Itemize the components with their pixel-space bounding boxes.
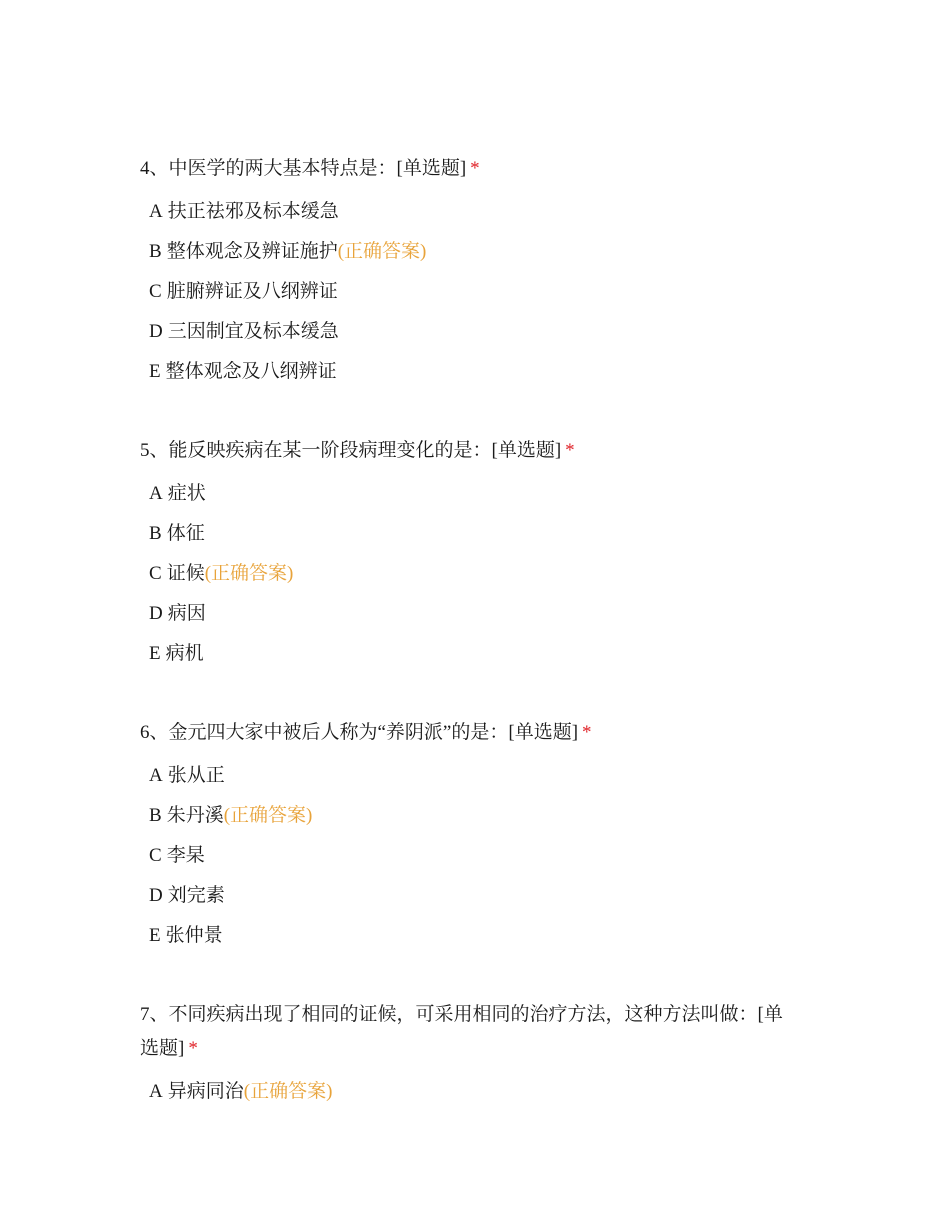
- option-text: 朱丹溪: [166, 805, 224, 826]
- option-letter: A: [149, 1081, 163, 1102]
- option-text: 张仲景: [165, 925, 223, 946]
- option-text: 张从正: [167, 765, 225, 786]
- option-letter: C: [149, 563, 162, 584]
- option-letter: C: [149, 845, 162, 866]
- option-text: 李杲: [166, 845, 205, 866]
- option-a[interactable]: [140, 756, 800, 796]
- required-mark: *: [582, 722, 592, 743]
- question-title-text: 6、金元四大家中被后人称为“养阴派”的是：[单选题]: [140, 722, 579, 743]
- required-mark: *: [188, 1038, 198, 1059]
- option-text: 刘完素: [167, 885, 225, 906]
- option-d[interactable]: [140, 876, 800, 916]
- question-6: [140, 716, 800, 956]
- option-letter: B: [149, 523, 162, 544]
- options-list: [140, 474, 800, 674]
- option-d[interactable]: [140, 312, 800, 352]
- option-text: 扶正祛邪及标本缓急: [167, 201, 339, 222]
- option-letter: B: [149, 805, 162, 826]
- options-list: [140, 756, 800, 956]
- option-text: 病因: [167, 603, 206, 624]
- question-title-text: 4、中医学的两大基本特点是：[单选题]: [140, 158, 467, 179]
- question-title: [140, 998, 800, 1066]
- correct-answer-note: (正确答案): [204, 563, 294, 584]
- option-e[interactable]: [140, 352, 800, 392]
- option-letter: E: [149, 361, 161, 382]
- options-list: [140, 192, 800, 392]
- option-letter: B: [149, 241, 162, 262]
- question-title: [140, 152, 800, 186]
- option-text: 异病同治: [167, 1081, 244, 1102]
- option-text: 证候: [166, 563, 205, 584]
- option-a[interactable]: [140, 474, 800, 514]
- option-text: 病机: [165, 643, 204, 664]
- option-letter: E: [149, 643, 161, 664]
- option-d[interactable]: [140, 594, 800, 634]
- option-letter: E: [149, 925, 161, 946]
- question-title: [140, 716, 800, 750]
- option-a[interactable]: [140, 192, 800, 232]
- option-b[interactable]: [140, 796, 800, 836]
- option-c[interactable]: [140, 554, 800, 594]
- option-text: 脏腑辨证及八纲辨证: [166, 281, 338, 302]
- question-7: [140, 998, 800, 1112]
- option-text: 整体观念及辨证施护: [166, 241, 338, 262]
- correct-answer-note: (正确答案): [223, 805, 313, 826]
- option-text: 整体观念及八纲辨证: [165, 361, 337, 382]
- option-letter: A: [149, 765, 163, 786]
- option-b[interactable]: [140, 514, 800, 554]
- options-list: [140, 1072, 800, 1112]
- option-letter: D: [149, 321, 163, 342]
- option-text: 三因制宜及标本缓急: [167, 321, 339, 342]
- question-5: [140, 434, 800, 674]
- option-letter: A: [149, 201, 163, 222]
- question-title: [140, 434, 800, 468]
- option-b[interactable]: [140, 232, 800, 272]
- option-c[interactable]: [140, 272, 800, 312]
- option-letter: C: [149, 281, 162, 302]
- option-text: 症状: [167, 483, 206, 504]
- correct-answer-note: (正确答案): [243, 1081, 333, 1102]
- question-title-text: 7、不同疾病出现了相同的证候，可采用相同的治疗方法，这种方法叫做：[单选题]: [140, 1004, 783, 1059]
- option-text: 体征: [166, 523, 205, 544]
- question-4: [140, 152, 800, 392]
- required-mark: *: [565, 440, 575, 461]
- option-a[interactable]: [140, 1072, 800, 1112]
- option-letter: A: [149, 483, 163, 504]
- correct-answer-note: (正确答案): [337, 241, 427, 262]
- option-letter: D: [149, 603, 163, 624]
- option-letter: D: [149, 885, 163, 906]
- option-e[interactable]: [140, 634, 800, 674]
- option-e[interactable]: [140, 916, 800, 956]
- option-c[interactable]: [140, 836, 800, 876]
- question-title-text: 5、能反映疾病在某一阶段病理变化的是：[单选题]: [140, 440, 562, 461]
- required-mark: *: [470, 158, 480, 179]
